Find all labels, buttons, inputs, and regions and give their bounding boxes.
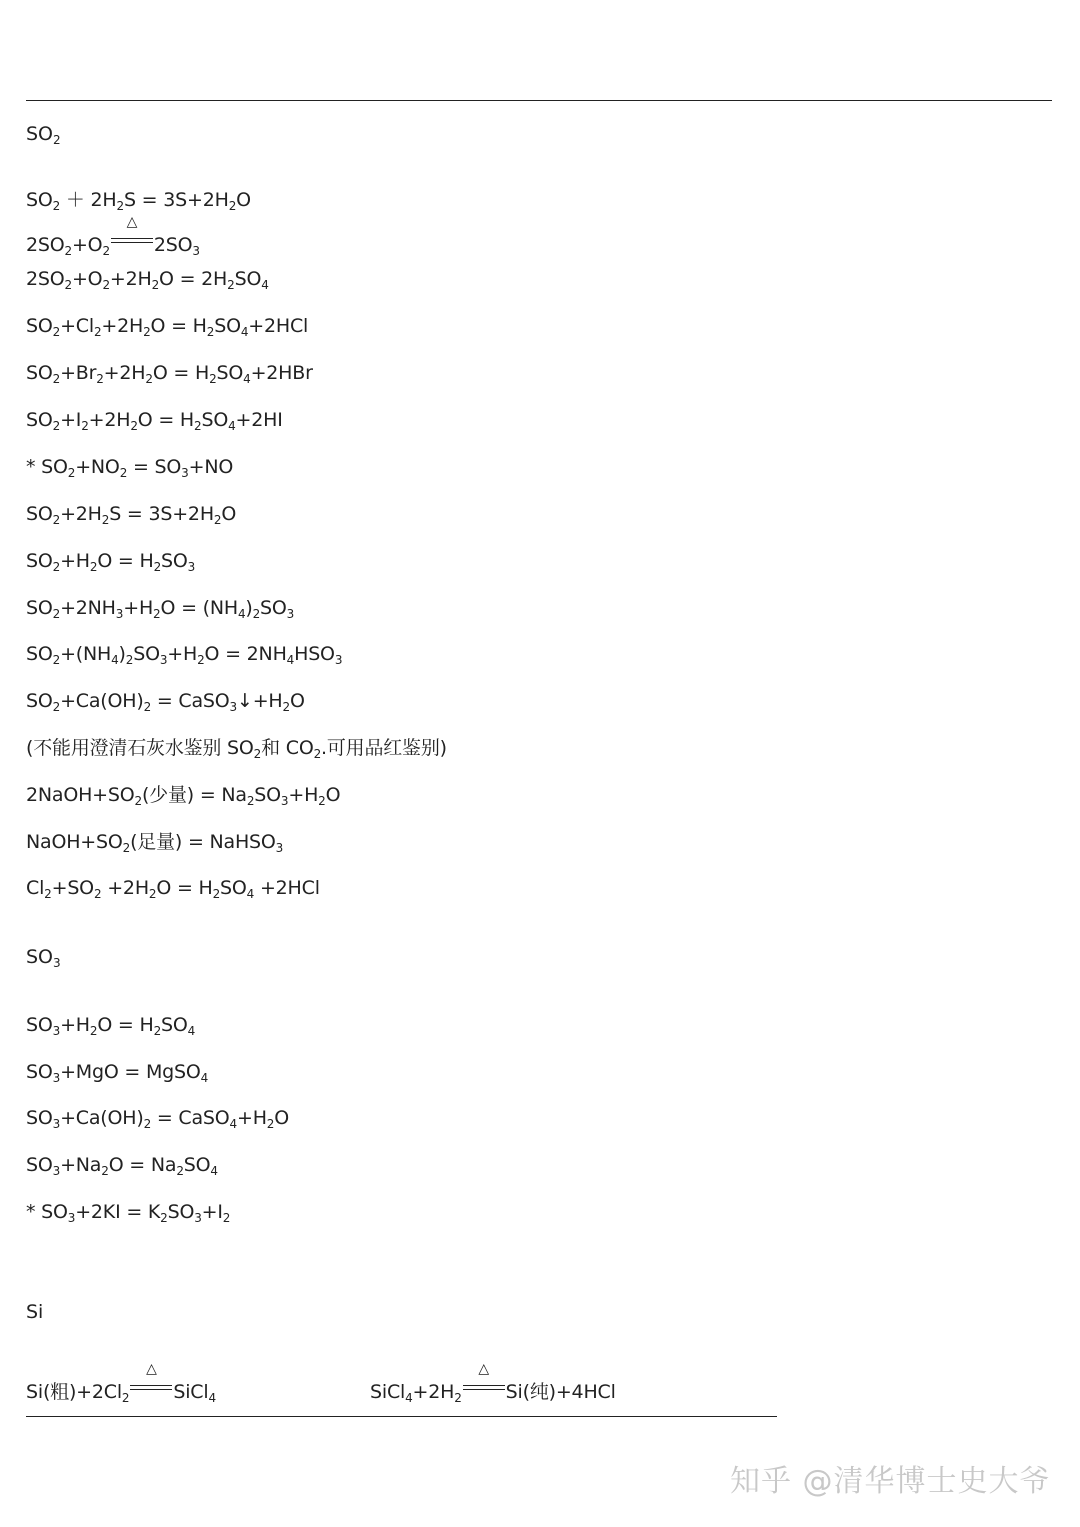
- equation-so3-4: $SO_3+Na_2O = Na_2SO_4$: [26, 1154, 218, 1178]
- equation-so3-2: $SO_3+MgO$ = MgSO$_4$: [26, 1061, 209, 1085]
- equation-so2-11: $SO_2+(NH_4)_2SO_3+H_2O = 2NH_4HSO_3$: [26, 643, 343, 667]
- watermark: 知乎 @清华博士史大爷: [730, 1464, 1051, 1499]
- equation-so3-1: $SO_3+H_2O = H_2SO_4$: [26, 1014, 196, 1038]
- equation-so2-9: $SO_2+H_2O = H_2SO_3$: [26, 550, 196, 574]
- equation-so3-3: $SO_3+Ca(OH)_2$ = $CaSO_4+H_2O$: [26, 1107, 289, 1131]
- section-heading-so3: $SO_3$: [26, 946, 61, 970]
- equation-so2-1: $SO_2 + 2H_2S = 3S+2H_2O$: [26, 189, 251, 213]
- equation-so2-10: $SO_2+2NH_3+H_2O = (NH_4)_2SO_3$: [26, 597, 295, 621]
- equation-so2-14: $NaOH+SO_2$(足量) = NaHSO$_3$: [26, 831, 284, 855]
- equation-so2-2: $2SO_2+O_2$ △ $2SO_3$: [26, 214, 200, 258]
- equation-so2-6: $SO_2+I_2+2H_2O = H_2SO_4+2HI$: [26, 409, 283, 433]
- equation-so3-5: * $SO_3+2KI = K_2SO_3+I_2$: [26, 1201, 231, 1225]
- equation-so2-12: $SO_2+Ca(OH)_2$ = $CaSO_3↓+H_2O$: [26, 690, 305, 714]
- heat-triangle-icon: △: [126, 214, 138, 230]
- equation-so2-13: $2NaOH+SO_2$(少量) = $Na_2SO_3+H_2O$: [26, 784, 341, 808]
- equation-so2-5: $SO_2+Br_2+2H_2O = H_2SO_4+2HBr$: [26, 362, 313, 386]
- heat-condition-arrow: [463, 1361, 505, 1396]
- heat-triangle-icon: △: [478, 1361, 489, 1377]
- equation-so2-3: $2SO_2+O_2+2H_2O = 2H_2SO_4$: [26, 268, 269, 292]
- heat-condition-arrow: [111, 214, 153, 249]
- heat-triangle-icon: △: [146, 1361, 157, 1377]
- bottom-rule: [26, 1416, 777, 1417]
- heat-condition-arrow: [130, 1361, 172, 1396]
- top-rule: [26, 100, 1052, 101]
- equation-so2-7: * $SO_2+NO_2 = SO_3+NO$: [26, 456, 234, 480]
- section-heading-si: Si: [26, 1301, 44, 1323]
- note-so2-limewater: (不能用澄清石灰水鉴别 $SO_2$和 $CO_2$.可用品红鉴别): [26, 737, 447, 761]
- equation-si-1: Si(粗)$+2Cl_2$ △ SiCl$_4$: [26, 1361, 216, 1405]
- equation-si-2: $SiCl_4+2H_2$ △ Si(纯)+4HCl: [370, 1361, 616, 1405]
- equation-so2-8: $SO_2+2H_2S = 3S+2H_2O$: [26, 503, 237, 527]
- section-heading-so2: $SO_2$: [26, 123, 61, 147]
- equation-so2-15: $Cl_2+SO_2 +2H_2O = H_2SO_4 +2HCl$: [26, 877, 320, 901]
- equation-so2-4: $SO_2+Cl_2+2H_2O = H_2SO_4+2HCl$: [26, 315, 309, 339]
